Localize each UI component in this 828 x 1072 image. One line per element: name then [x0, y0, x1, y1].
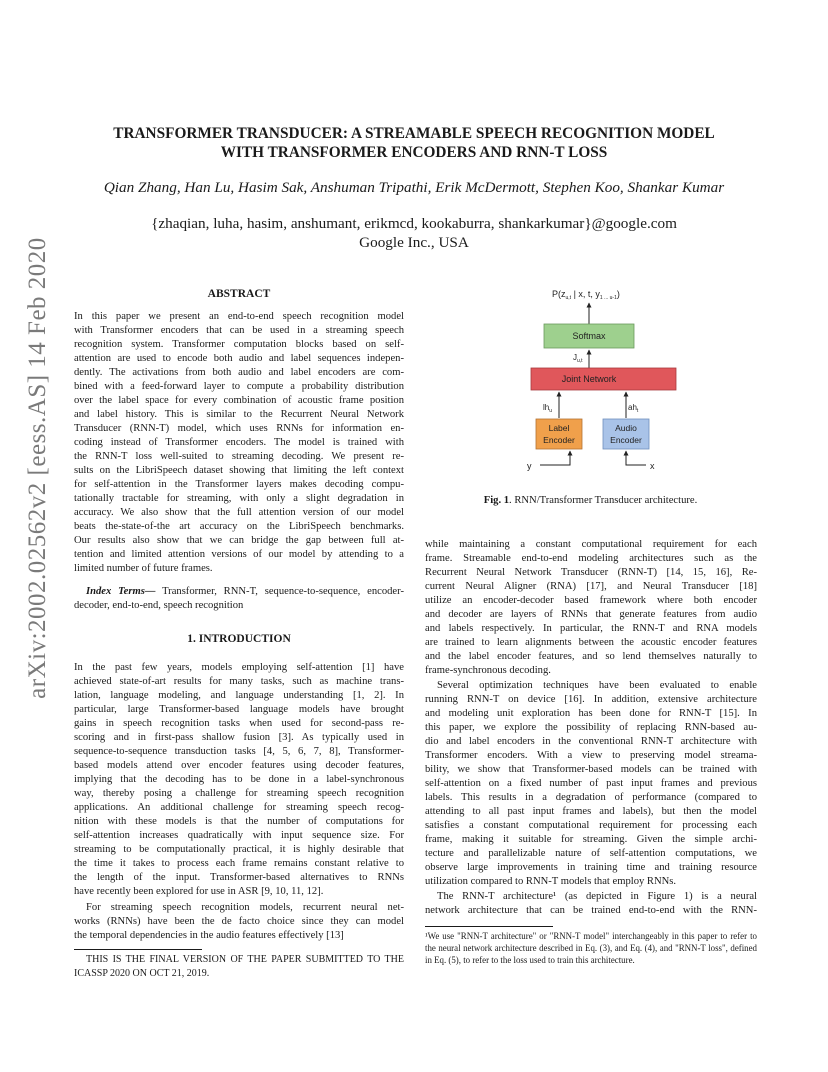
text-line: frame-synchronous decoding.: [425, 665, 551, 676]
text-line: tationally tractable for streaming, with only a slight degradation in: [74, 493, 404, 504]
text-line: way, thereby posing a challenge for streaming speech recognition: [74, 788, 404, 799]
text-line: lation, language modeling, and language understanding [1, 2]. In: [74, 690, 404, 701]
audio-encoding-label: $ah_t$: [628, 403, 639, 414]
text-line: Transducer (RNN-T) model, which uses RNNs for information en-: [74, 423, 404, 434]
text-line: Our results also show that we can bridge the gap between full at-: [74, 535, 404, 546]
left-footnote-text: THIS IS THE FINAL VERSION OF THE PAPER SUBMITTED TO THE ICASSP 2020 ON OCT 21, 2019.: [74, 954, 404, 979]
audio-input-x: x: [650, 461, 655, 471]
figure-caption: [424, 495, 757, 506]
text-line: bined with a feed-forward layer to compute a probability distribution: [74, 381, 404, 392]
text-line: In the past few years, models employing self-attention [1] have: [74, 662, 404, 673]
text-line: limited number of future frames.: [74, 563, 213, 574]
title-line-2: WITH TRANSFORMER ENCODERS AND RNN-T LOSS: [220, 144, 608, 161]
text-line: observe large improvements in training time and training resource: [425, 862, 757, 873]
right-paragraph-2: [425, 679, 757, 889]
audio-encoder-label-2: Encoder: [610, 435, 642, 445]
right-footnote-rule: [425, 926, 553, 927]
abstract-heading: ABSTRACT: [207, 288, 271, 300]
text-line: based models attend over encoder features using decoder features,: [74, 760, 404, 771]
softmax-label: Softmax: [572, 331, 606, 341]
audio-input-arrow: [626, 451, 646, 465]
text-line: Transformer encoders. With a view to preserving model streama-: [425, 750, 757, 761]
right-paragraph-1: [425, 538, 757, 678]
text-line: the RNN-T loss well-suited to streaming decoding. We present re-: [74, 451, 404, 462]
abstract-body: [74, 310, 404, 576]
affiliation: Google Inc., USA: [359, 234, 469, 251]
text-line: and labels respectively. In particular, the RNN-T and RNA models: [425, 623, 757, 634]
text-line: running RNN-T on device [16]. In addition, extensive architecture: [425, 694, 757, 705]
caption-text: . RNN/Transformer Transducer architecture.: [509, 495, 698, 506]
text-line: the length of the input. Transformer-based alternatives to RNNs: [74, 872, 404, 883]
text-line: the temporal dependencies in the audio features effectively [13]: [74, 930, 344, 941]
text-line: bility, we show that Transformer-based models can be trained with: [425, 764, 757, 775]
text-line: Recurrent Neural Network Transducer (RNN-T) [14, 15, 16], Re-: [425, 567, 757, 578]
left-footnote: [74, 953, 404, 981]
text-line: have recently been explored for use in ASR [9, 10, 11, 12].: [74, 886, 324, 897]
right-paragraph-3: [425, 890, 757, 918]
text-line: satisfies a constant computational requirement for processing each: [425, 820, 757, 831]
paper-title: [80, 124, 748, 162]
arxiv-stamp: [18, 237, 58, 699]
text-line: labels. This results in a degradation of performance (compared to: [425, 792, 757, 803]
label-encoding-label: $lh_u$: [543, 403, 553, 414]
text-line: are trained to learn alignments between the acoustic encoder features: [425, 637, 757, 648]
text-line: applications. An additional challenge for streaming speech recog-: [74, 802, 404, 813]
text-line: and modeling unit exploration has been done for RNN-T [15]. In: [425, 708, 757, 719]
left-footnote-rule: [74, 949, 202, 950]
label-input-y: y: [527, 461, 532, 471]
text-line: while maintaining a constant computational requirement for each: [425, 539, 757, 550]
text-line: attending to all past input frames and labels), but then the model: [425, 806, 757, 817]
index-terms-text: Transformer, RNN-T, sequence-to-sequence, encoder-decoder, end-to-end, speech recognition: [74, 586, 404, 611]
text-line: Several optimization techniques have been evaluated to enable: [437, 680, 757, 691]
text-line: over the label space for every combination of acoustic frame position: [74, 395, 404, 406]
text-line: utilization compared to RNN-T models that employ RNNs.: [425, 876, 677, 887]
text-line: frame, making it suitable for streaming. Given the simple archi-: [425, 834, 757, 845]
text-line: utilize an encoder-decoder based framework where both encoder: [425, 595, 757, 606]
caption-label: Fig. 1: [483, 495, 510, 506]
author-list: Qian Zhang, Han Lu, Hasim Sak, Anshuman Tripathi, Erik McDermott, Stephen Koo, Shankar Kumar: [103, 179, 725, 196]
right-footnote-text: ¹We use "RNN-T architecture" or "RNN-T model" interchangeably in this paper to refer to the neural network architecture described in Eq. (3), and Eq. (4), and "RNN-T loss", defined in Eq. (5), to refer to the loss used to train this architecture.: [425, 931, 757, 965]
arxiv-stamp-text: arXiv:2002.02562v2 [eess.AS] 14 Feb 2020: [24, 237, 51, 699]
text-line: tecture and parallelizable nature of self-attention computations, we: [425, 848, 757, 859]
text-line: attention are used to encode both audio and label sequences indepen-: [74, 353, 404, 364]
intro-paragraph-2: [74, 901, 404, 943]
intro-heading: 1. INTRODUCTION: [187, 633, 291, 645]
label-input-arrow: [540, 451, 570, 465]
text-line: this paper, we explore the possibility of replacing RNN-based au-: [425, 722, 757, 733]
author-emails: {zhaqian, luha, hasim, anshumant, erikmcd, kookaburra, shankarkumar}@google.com: [151, 215, 677, 232]
text-line: works (RNNs) have been the de facto choice since they can model: [74, 916, 404, 927]
text-line: the time it takes to process each frame remains constant relative to: [74, 858, 404, 869]
audio-encoder-label-1: Audio: [615, 423, 637, 433]
text-line: and label history. This is similar to the Recurrent Neural Network: [74, 409, 404, 420]
title-line-1: TRANSFORMER TRANSDUCER: A STREAMABLE SPEECH RECOGNITION MODEL: [113, 125, 715, 142]
right-footnote: [425, 930, 757, 966]
architecture-figure: [500, 280, 720, 480]
text-line: recognition system. Transformer computation blocks based on self-: [74, 339, 404, 350]
intro-paragraph-1: [74, 661, 404, 899]
text-line: scoring and in first-pass shallow fusion [3]. As typically used in: [74, 732, 404, 743]
text-line: The RNN-T architecture¹ (as depicted in Figure 1) is a neural: [437, 891, 757, 902]
text-line: For streaming speech recognition models, recurrent neural net-: [86, 902, 404, 913]
text-line: sequence-to-sequence transduction tasks [4, 5, 6, 7, 8], Transformer-: [74, 746, 404, 757]
text-line: current Neural Aligner (RNA) [17], and Neural Transducer [18]: [425, 581, 757, 592]
text-line: beats the-state-of-the art accuracy on the LibriSpeech benchmarks.: [74, 521, 404, 532]
text-line: In this paper we present an end-to-end speech recognition model: [74, 311, 404, 322]
text-line: accuracy. We also show that the full attention version of our model: [74, 507, 404, 518]
text-line: gains in speech recognition tasks when used for second-pass re-: [74, 718, 404, 729]
index-terms-label: Index Terms—: [86, 586, 156, 597]
text-line: with Transformer encoders that can be used in a streaming speech: [74, 325, 404, 336]
label-encoder-label-2: Encoder: [543, 435, 575, 445]
text-line: tention and limited attention versions of our model by attending to a: [74, 549, 404, 560]
text-line: network architecture that can be trained end-to-end with the RNN-: [425, 905, 757, 916]
text-line: sults on the LibriSpeech dataset showing that limiting the left context: [74, 465, 404, 476]
text-line: dio and label encoders in the conventional RNN-T architecture with: [425, 736, 757, 747]
label-encoder-label-1: Label: [548, 423, 570, 433]
text-line: and decoder are layers of RNNs that generate features from audio: [425, 609, 757, 620]
index-terms: [74, 585, 404, 613]
text-line: for self-attention in the Transformer layers makes decoding compu-: [74, 479, 404, 490]
text-line: self-attention on a fixed number of past input frames and previous: [425, 778, 757, 789]
text-line: achieved state-of-art results for many tasks, such as machine trans-: [74, 676, 404, 687]
text-line: dently. The activations from both audio and label encoders are com-: [74, 367, 404, 378]
author-emails-block: [60, 214, 768, 252]
text-line: and the label encoder features, and so lend themselves naturally to: [425, 651, 757, 662]
text-line: frame. Streamable end-to-end modeling architectures such as the: [425, 553, 757, 564]
text-line: coding instead of Transformer encoders. The model is trained with: [74, 437, 404, 448]
text-line: streaming to be computationally practical, it is highly desirable that: [74, 844, 404, 855]
joint-output-label: $J_{u,t}$: [573, 353, 583, 364]
joint-network-label: Joint Network: [561, 374, 617, 384]
text-line: nition with these models is that the number of computations for: [74, 816, 404, 827]
text-line: implying that the decoding has to be done in a label-synchronous: [74, 774, 404, 785]
text-line: particular, large Transformer-based language models have brought: [74, 704, 404, 715]
text-line: self-attention increases quadratically with input sequence size. For: [74, 830, 404, 841]
output-probability-label: $P(z_{u,t}$ | x, t, $y_{1 ... u-1}$): [552, 289, 620, 301]
